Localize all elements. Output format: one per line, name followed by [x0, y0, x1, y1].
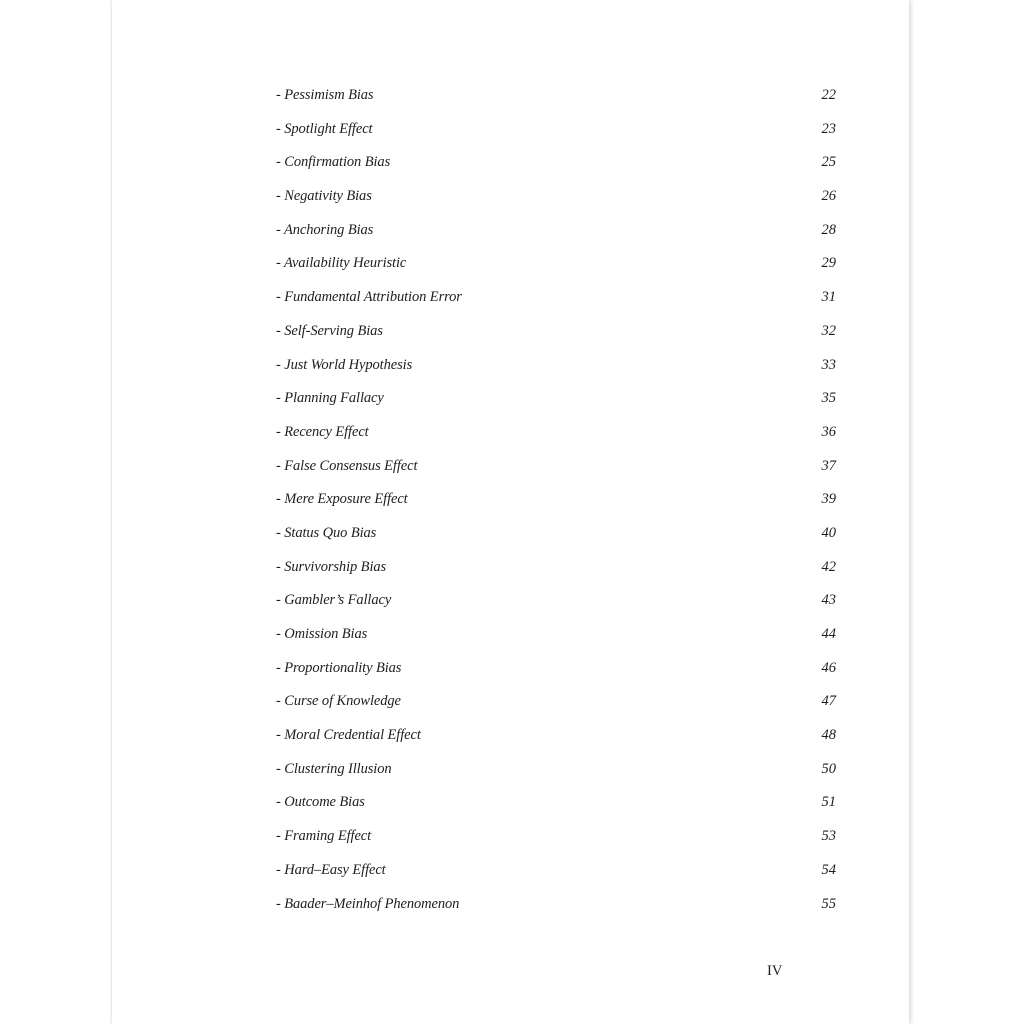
- toc-entry[interactable]: [276, 455, 836, 489]
- document-page: [112, 0, 909, 1024]
- toc-entry-title: - Just World Hypothesis: [276, 356, 413, 373]
- toc-entry[interactable]: [276, 556, 836, 590]
- toc-entry-page-number: 31: [821, 289, 836, 306]
- toc-entry[interactable]: [276, 589, 836, 623]
- toc-entry-title: - Clustering Illusion: [276, 760, 392, 777]
- toc-entry[interactable]: [276, 252, 836, 286]
- toc-entry-page-number: 25: [821, 154, 836, 171]
- toc-entry[interactable]: [276, 657, 836, 691]
- toc-entry-title: - Curse of Knowledge: [276, 693, 401, 710]
- toc-entry[interactable]: [276, 151, 836, 185]
- toc-entry-title: - Confirmation Bias: [276, 154, 391, 171]
- toc-entry-page-number: 48: [821, 727, 836, 744]
- toc-entry[interactable]: [276, 758, 836, 792]
- toc-entry-page-number: 47: [821, 693, 836, 710]
- toc-entry[interactable]: [276, 623, 836, 657]
- toc-entry-title: - Omission Bias: [276, 626, 368, 642]
- toc-entry-title: - Mere Exposure Effect: [276, 491, 408, 508]
- toc-entry[interactable]: [276, 690, 836, 724]
- toc-entry-page-number: 54: [821, 861, 836, 878]
- toc-entry[interactable]: [276, 893, 836, 927]
- toc-entry-page-number: 53: [821, 828, 836, 845]
- toc-entry[interactable]: [276, 522, 836, 556]
- toc-entry-page-number: 37: [821, 457, 836, 474]
- toc-entry-page-number: 33: [821, 356, 836, 373]
- toc-entry-title: - Pessimism Bias: [276, 87, 374, 103]
- toc-entry-page-number: 39: [821, 491, 836, 508]
- toc-entry[interactable]: [276, 488, 836, 522]
- page-number: IV: [767, 963, 783, 979]
- toc-entry[interactable]: [276, 825, 836, 859]
- toc-entry[interactable]: [276, 185, 836, 219]
- toc-entry-title: - Recency Effect: [276, 423, 369, 440]
- toc-entry-title: - Framing Effect: [276, 828, 372, 845]
- toc-entry[interactable]: [276, 320, 836, 354]
- toc-entry-title: - Status Quo Bias: [276, 524, 377, 541]
- toc-entry[interactable]: [276, 387, 836, 421]
- toc-entry-page-number: 26: [821, 188, 836, 205]
- toc-entry-title: - Survivorship Bias: [276, 558, 387, 575]
- toc-entry-title: - False Consensus Effect: [276, 457, 418, 474]
- toc-entry-title: - Baader–Meinhof Phenomenon: [276, 895, 460, 912]
- toc-entry-page-number: 35: [821, 390, 836, 407]
- toc-entry-title: - Availability Heuristic: [276, 255, 407, 272]
- toc-entry-title: - Fundamental Attribution Error: [276, 289, 462, 306]
- toc-entry-title: - Outcome Bias: [276, 794, 365, 811]
- toc-entry[interactable]: [276, 118, 836, 152]
- toc-entry[interactable]: [276, 354, 836, 388]
- toc-entry-page-number: 36: [821, 423, 836, 440]
- toc-entry[interactable]: [276, 421, 836, 455]
- toc-entry-page-number: 22: [821, 87, 836, 103]
- toc-entry-title: - Hard–Easy Effect: [276, 861, 386, 878]
- toc-entry-page-number: 42: [821, 558, 836, 575]
- toc-entry-page-number: 32: [821, 322, 836, 339]
- toc-entry-page-number: 23: [821, 120, 836, 137]
- toc-entry-title: - Planning Fallacy: [276, 390, 384, 407]
- toc-entry-title: - Moral Credential Effect: [276, 727, 421, 744]
- toc-entry-title: - Gambler’s Fallacy: [276, 592, 392, 609]
- toc-entry-page-number: 50: [821, 760, 836, 777]
- toc-entry-page-number: 43: [821, 592, 836, 609]
- toc-entry-title: - Spotlight Effect: [276, 120, 373, 137]
- toc-entry[interactable]: [276, 84, 836, 118]
- toc-entry-page-number: 46: [821, 659, 836, 676]
- toc-entry[interactable]: [276, 724, 836, 758]
- toc-entry-page-number: 28: [821, 221, 836, 238]
- table-of-contents: [276, 84, 836, 926]
- toc-entry-page-number: 40: [821, 524, 836, 541]
- toc-entry-title: - Anchoring Bias: [276, 221, 374, 238]
- toc-entry-title: - Negativity Bias: [276, 188, 372, 205]
- toc-entry-title: - Proportionality Bias: [276, 659, 402, 676]
- toc-entry[interactable]: [276, 219, 836, 253]
- toc-entry[interactable]: [276, 286, 836, 320]
- toc-entry[interactable]: [276, 859, 836, 893]
- toc-entry[interactable]: [276, 791, 836, 825]
- toc-entry-title: - Self-Serving Bias: [276, 322, 383, 339]
- toc-entry-page-number: 44: [821, 626, 836, 642]
- toc-entry-page-number: 55: [821, 895, 836, 912]
- toc-entry-page-number: 29: [821, 255, 836, 272]
- toc-entry-page-number: 51: [821, 794, 836, 811]
